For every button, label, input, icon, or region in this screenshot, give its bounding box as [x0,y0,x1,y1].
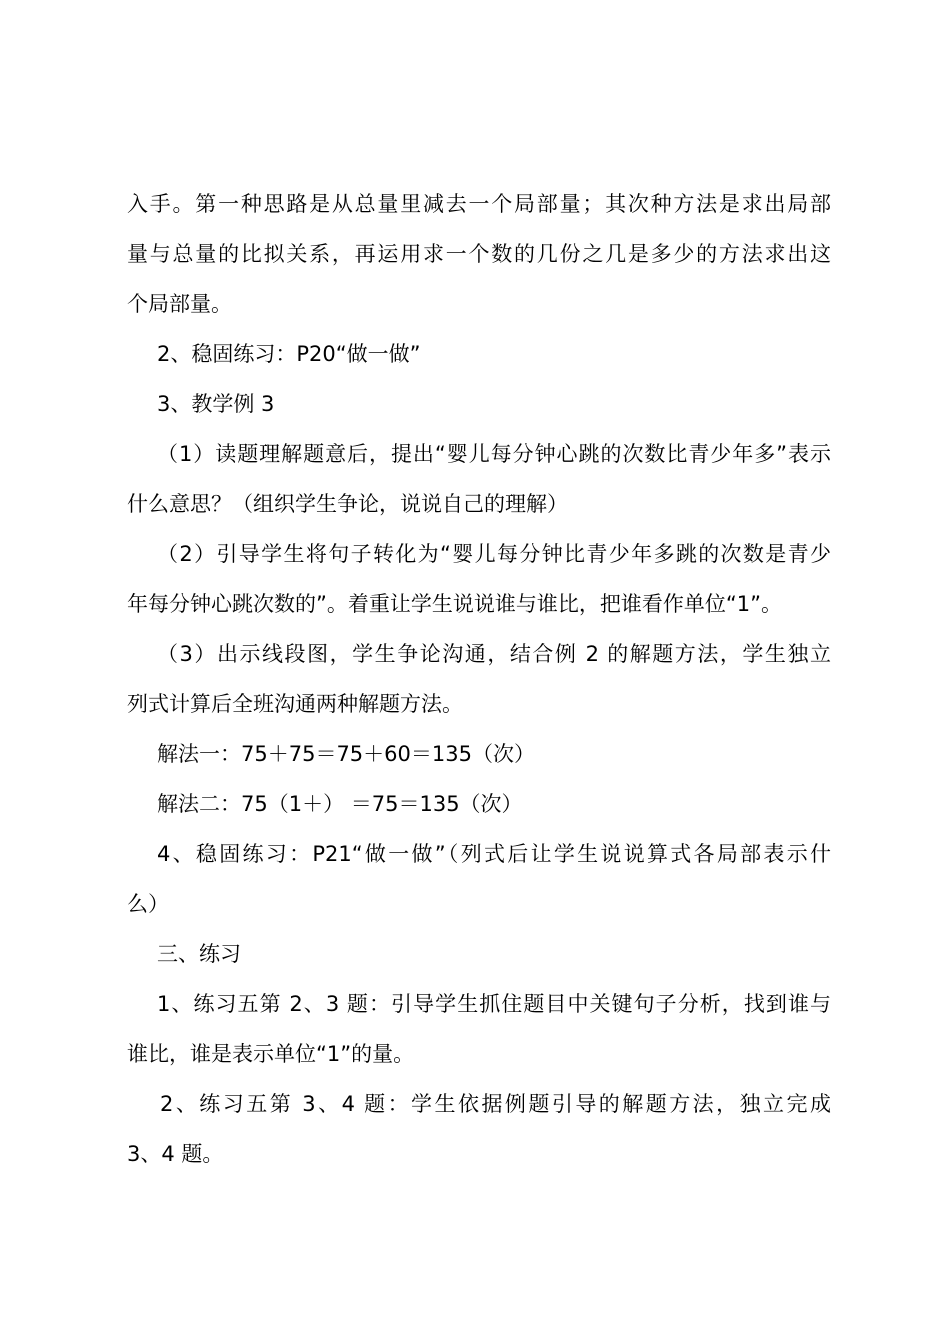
text-line-5: 3、教学例 3 [157,392,275,416]
text-line-8: （2）引导学生将句子转化为“婴儿每分钟比青少年多跳的次数是青少 [157,542,831,566]
text-line-20: 3、4 题。 [127,1142,224,1166]
text-line-9: 年每分钟心跳次数的”。着重让学生说说谁与谁比，把谁看作单位“1”。 [127,592,782,616]
text-line-17: 1、练习五第 2、3 题：引导学生抓住题目中关键句子分析，找到谁与 [157,992,831,1016]
text-line-10: （3）出示线段图，学生争论沟通，结合例 2 的解题方法，学生独立 [157,642,831,666]
text-line-19: 2、练习五第 3、4 题：学生依据例题引导的解题方法，独立完成 [160,1092,831,1116]
text-line-4: 2、稳固练习：P20“做一做” [157,342,421,366]
text-line-2: 量与总量的比拟关系，再运用求一个数的几份之几是多少的方法求出这 [127,242,831,266]
text-line-7: 什么意思？（组织学生争论，说说自己的理解） [127,492,568,516]
text-line-11: 列式计算后全班沟通两种解题方法。 [127,692,463,716]
text-line-16: 三、练习 [157,942,241,966]
text-line-12: 解法一：75＋75＝75＋60＝135（次） [157,742,535,766]
text-line-1: 入手。第一种思路是从总量里减去一个局部量；其次种方法是求出局部 [127,192,831,216]
text-line-14: 4、稳固练习：P21“做一做”（列式后让学生说说算式各局部表示什 [157,842,831,866]
text-line-15: 么） [127,892,169,916]
text-line-18: 谁比，谁是表示单位“1”的量。 [127,1042,415,1066]
text-line-13: 解法二：75（1＋） ＝75＝135（次） [157,792,523,816]
text-line-6: （1）读题理解题意后，提出“婴儿每分钟心跳的次数比青少年多”表示 [157,442,831,466]
text-line-3: 个局部量。 [127,292,232,316]
